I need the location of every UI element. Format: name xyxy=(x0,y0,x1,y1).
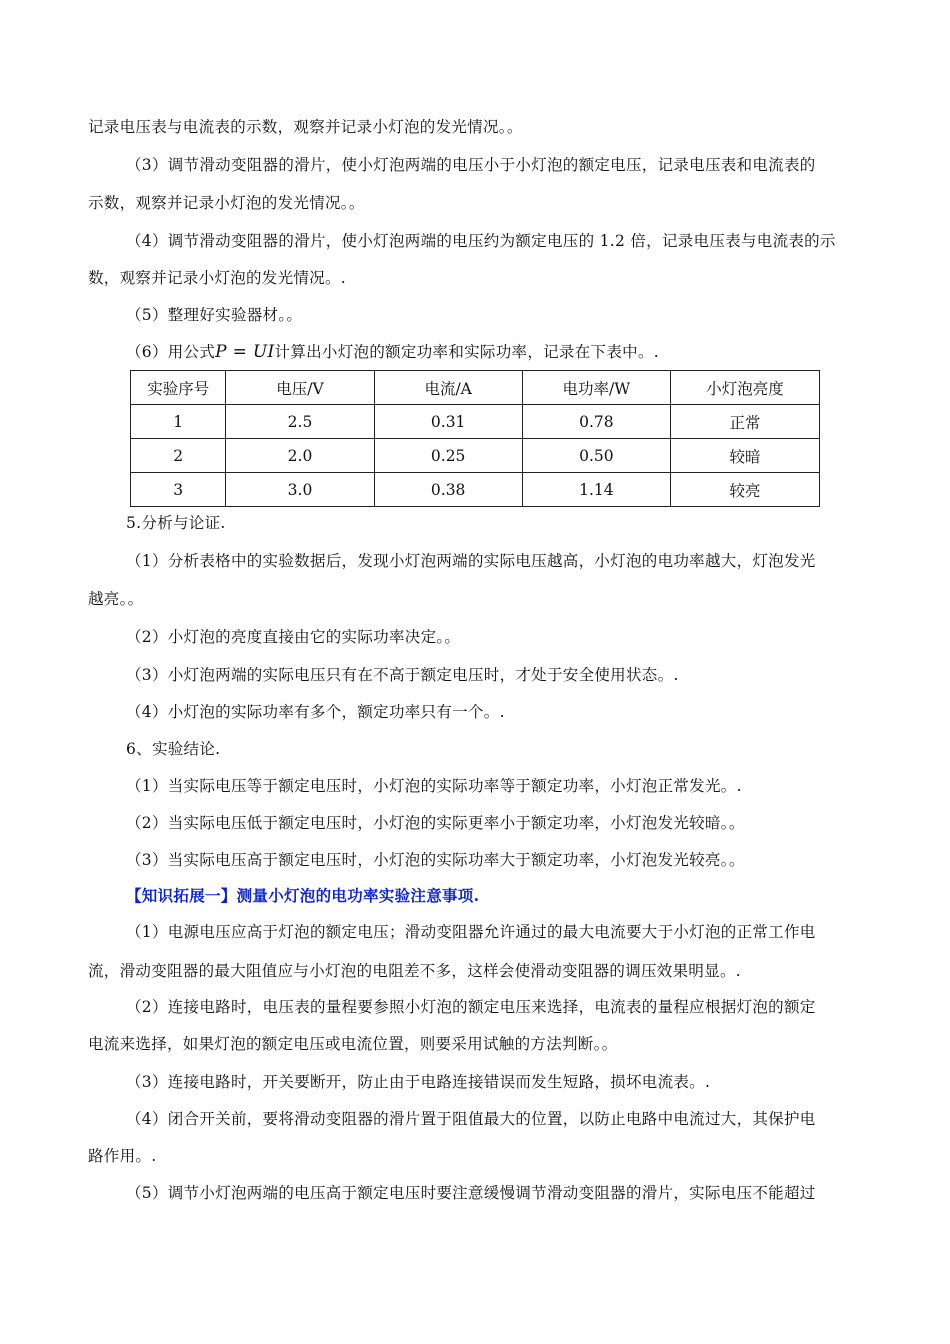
paragraph-line: 流，滑动变阻器的最大阻值应与小灯泡的电阻差不多，这样会使滑动变阻器的调压效果明显。. xyxy=(88,962,742,980)
paragraph-line: （4）闭合开关前，要将滑动变阻器的滑片置于阻值最大的位置，以防止电路中电流过大，其保护电 xyxy=(126,1110,816,1128)
paragraph-line: （2）连接电路时，电压表的量程要参照小灯泡的额定电压来选择，电流表的量程应根据灯泡的额定 xyxy=(126,998,816,1016)
paragraph-line: （4）调节滑动变阻器的滑片，使小灯泡两端的电压约为额定电压的 1.2 倍，记录电压表与电流表的示 xyxy=(126,232,836,250)
column-header: 实验序号 xyxy=(131,371,226,405)
paragraph-line: （3）当实际电压高于额定电压时，小灯泡的实际功率大于额定功率，小灯泡发光较亮。。 xyxy=(126,851,745,869)
paragraph-line: 越亮。。 xyxy=(88,590,144,608)
paragraph-line: （4）小灯泡的实际功率有多个，额定功率只有一个。. xyxy=(126,703,505,721)
table-cell: 较亮 xyxy=(670,473,819,507)
paragraph-line: （5）整理好实验器材。。 xyxy=(126,306,303,324)
paragraph-line: （3）小灯泡两端的实际电压只有在不高于额定电压时，才处于安全使用状态。. xyxy=(126,666,679,684)
paragraph-line: 电流来选择，如果灯泡的额定电压或电流位置，则要采用试触的方法判断。。 xyxy=(88,1035,618,1053)
paragraph-line: （5）调节小灯泡两端的电压高于额定电压时要注意缓慢调节滑动变阻器的滑片，实际电压不能超过 xyxy=(126,1184,816,1202)
paragraph-line: （1）分析表格中的实验数据后，发现小灯泡两端的实际电压越高，小灯泡的电功率越大，灯泡发光 xyxy=(126,552,816,570)
column-header: 电功率/W xyxy=(522,371,670,405)
table-row xyxy=(131,405,820,439)
table-cell: 1 xyxy=(131,405,226,439)
table-cell: 0.50 xyxy=(522,439,670,473)
paragraph-line: 路作用。. xyxy=(88,1147,157,1165)
table-cell: 0.31 xyxy=(374,405,522,439)
section-heading: 5.分析与论证. xyxy=(126,514,226,532)
paragraph-line: （1）电源电压应高于灯泡的额定电压；滑动变阻器允许通过的最大电流要大于小灯泡的正常工作电 xyxy=(126,923,816,941)
table-cell: 1.14 xyxy=(522,473,670,507)
formula-line xyxy=(126,342,659,362)
table-cell: 2.0 xyxy=(226,439,374,473)
paragraph-line: （3）调节滑动变阻器的滑片，使小灯泡两端的电压小于小灯泡的额定电压，记录电压表和电流表的 xyxy=(126,156,816,174)
table-row xyxy=(131,473,820,507)
section-heading: 6、实验结论. xyxy=(126,740,221,758)
table-cell: 2 xyxy=(131,439,226,473)
table-header-row xyxy=(131,371,820,405)
column-header: 小灯泡亮度 xyxy=(670,371,819,405)
paragraph-line: （2）小灯泡的亮度直接由它的实际功率决定。。 xyxy=(126,628,461,646)
table-cell: 2.5 xyxy=(226,405,374,439)
formula-prefix: （6）用公式 xyxy=(126,343,216,361)
power-formula: P = UI xyxy=(215,342,275,362)
table-cell: 3.0 xyxy=(226,473,374,507)
table-cell: 0.38 xyxy=(374,473,522,507)
table-cell: 正常 xyxy=(670,405,819,439)
experiment-data-table xyxy=(130,370,820,507)
formula-suffix: 计算出小灯泡的额定功率和实际功率，记录在下表中。. xyxy=(274,343,659,361)
table-cell: 较暗 xyxy=(670,439,819,473)
table-cell: 0.25 xyxy=(374,439,522,473)
paragraph-line: 数，观察并记录小灯泡的发光情况。. xyxy=(88,269,347,287)
table-cell: 3 xyxy=(131,473,226,507)
knowledge-extension-heading: 【知识拓展一】测量小灯泡的电功率实验注意事项. xyxy=(126,886,480,905)
paragraph-line: （2）当实际电压低于额定电压时，小灯泡的实际更率小于额定功率，小灯泡发光较暗。。 xyxy=(126,814,745,832)
column-header: 电流/A xyxy=(374,371,522,405)
table-row xyxy=(131,439,820,473)
paragraph-line: （1）当实际电压等于额定电压时，小灯泡的实际功率等于额定功率，小灯泡正常发光。. xyxy=(126,777,742,795)
paragraph-line: 示数，观察并记录小灯泡的发光情况。。 xyxy=(88,194,365,212)
paragraph-line: 记录电压表与电流表的示数，观察并记录小灯泡的发光情况。。 xyxy=(88,118,523,136)
paragraph-line: （3）连接电路时，开关要断开，防止由于电路连接错误而发生短路，损坏电流表。. xyxy=(126,1073,711,1091)
table-cell: 0.78 xyxy=(522,405,670,439)
column-header: 电压/V xyxy=(226,371,374,405)
